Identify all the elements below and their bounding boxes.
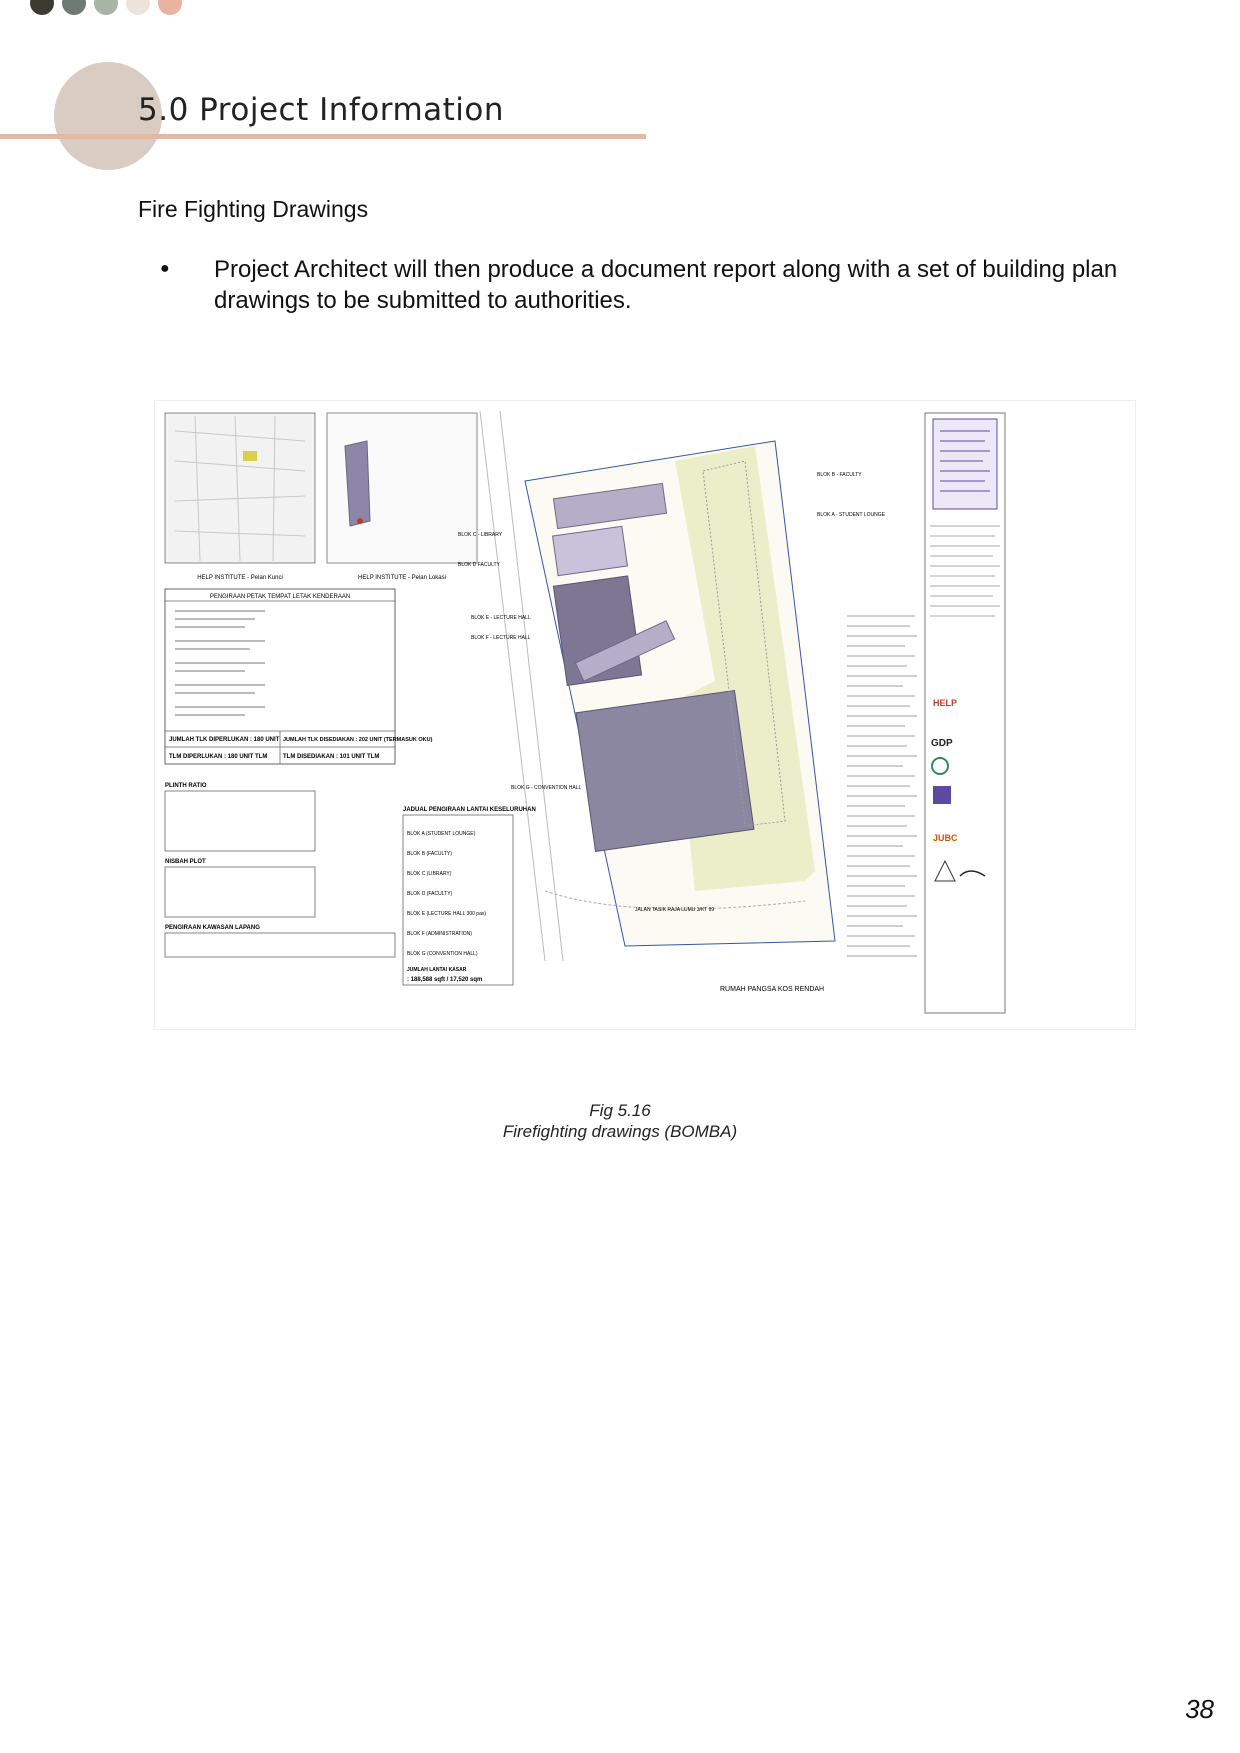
section-subtitle: Fire Fighting Drawings: [138, 196, 369, 222]
figure-number: Fig 5.16: [589, 1101, 651, 1120]
palette-dot: [158, 0, 182, 15]
bullet-item: ● Project Architect will then produce a document report along with a set of building plan drawings to be submitted to authorities.: [160, 254, 1210, 316]
key-plan-2-label: HELP INSTITUTE - Pelan Lokasi: [358, 575, 446, 581]
parking-table-title: PENGIRAAN PETAK TEMPAT LETAK KENDERAAN: [209, 594, 351, 600]
block-label: BLOK E - LECTURE HALL: [471, 615, 531, 621]
palette-dot: [94, 0, 118, 15]
block-label: BLOK C - LIBRARY: [458, 532, 503, 538]
plinth-ratio-label: PLINTH RATIO: [165, 783, 207, 789]
logo-help: HELP: [933, 698, 958, 708]
notes-column: [845, 601, 920, 1021]
block-label: BLOK G - CONVENTION HALL: [511, 785, 582, 791]
bullet-list: [160, 254, 1210, 316]
title-underline: [0, 134, 646, 139]
schedule-total-label: JUMLAH LANTAI KASAR: [407, 967, 467, 973]
title-block: [925, 413, 1005, 1013]
palette-dot: [62, 0, 86, 15]
moto-provided: TLM DISEDIAKAN : 101 UNIT TLM: [283, 754, 380, 760]
logo-jubc: JUBC: [933, 833, 958, 843]
site-plan-drawing: [155, 401, 1135, 1029]
logo-gdp: GDP: [931, 738, 953, 749]
schedule-row: BLOK C (LIBRARY): [407, 871, 452, 877]
block-label: BLOK D FACULTY: [458, 562, 500, 568]
schedule-total: : 188,588 sqft / 17,520 sqm: [407, 977, 483, 983]
parking-table: [165, 589, 433, 764]
parking-required: JUMLAH TLK DIPERLUKAN : 180 UNIT: [169, 737, 280, 743]
page-title: 5.0 Project Information: [138, 92, 505, 128]
block-label: BLOK F - LECTURE HALL: [471, 635, 531, 641]
parking-provided: JUMLAH TLK DISEDIAKAN : 202 UNIT (TERMASUK OKU): [283, 737, 433, 743]
schedule-row: BLOK A (STUDENT LOUNGE): [407, 831, 476, 837]
landscape-label: PENGIRAAN KAWASAN LAPANG: [165, 925, 260, 931]
schedule-row: BLOK D (FACULTY): [407, 891, 453, 897]
schedule-title: JADUAL PENGIRAAN LANTAI KESELURUHAN: [403, 807, 536, 813]
block-label: BLOK B - FACULTY: [817, 472, 862, 478]
color-palette-dots: [30, 0, 182, 15]
moto-required: TLM DIPERLUKAN : 180 UNIT TLM: [169, 754, 268, 760]
housing-label: RUMAH PANGSA KOS RENDAH: [720, 986, 825, 993]
figure-title: Firefighting drawings (BOMBA): [502, 1122, 738, 1141]
key-plan-2: [327, 413, 477, 581]
figure-caption: [0, 1100, 1240, 1142]
plot-ratio-label: NISBAH PLOT: [165, 859, 206, 865]
palette-dot: [30, 0, 54, 15]
palette-dot: [126, 0, 150, 15]
schedule-row: BLOK B (FACULTY): [407, 851, 452, 857]
road-label: JALAN TASIK RAJA LUMU 3/KT 99: [635, 907, 715, 913]
schedule-row: BLOK F (ADMINISTRATION): [407, 931, 472, 937]
page-number: 38: [1185, 1694, 1214, 1724]
schedule-row: BLOK G (CONVENTION HALL): [407, 951, 478, 957]
schedule-row: BLOK E (LECTURE HALL 300 pax): [407, 911, 487, 917]
firefighting-drawing-figure: [154, 400, 1136, 1030]
block-label: BLOK A - STUDENT LOUNGE: [817, 512, 885, 518]
key-plan-1: [165, 413, 315, 581]
key-plan-1-label: HELP INSTITUTE - Pelan Kunci: [197, 575, 283, 581]
